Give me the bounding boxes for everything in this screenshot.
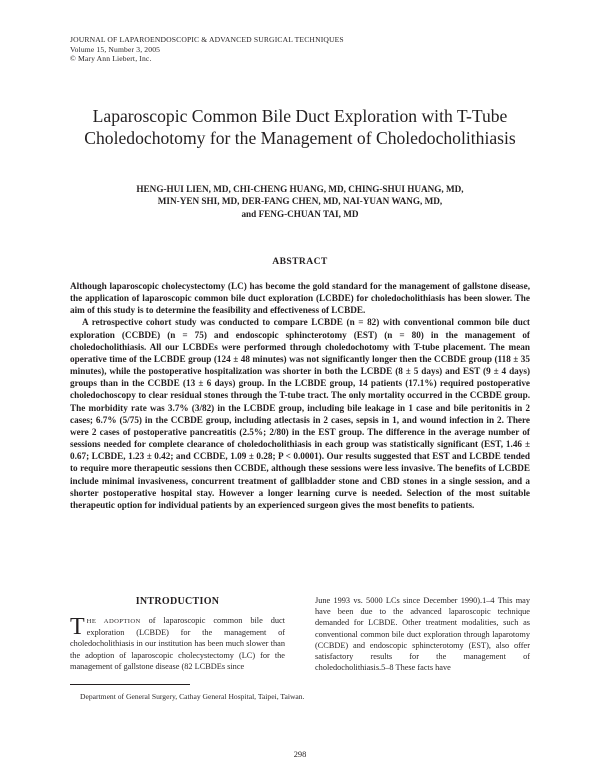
title-line-2: Choledochotomy for the Management of Choledocholithiasis [84, 128, 516, 148]
intro-right-text: June 1993 vs. 5000 LCs since December 1990).1–4 This may have been due to the advanced laparoscopic technique demanded for LCBDE. Other treatment modalities, such as conventional common bile duct exploration through laparotomy (CCBDE) and endoscopic sphincterotomy (EST), also offer satisfactory results for the management of choledocholithiasis.5–8 These facts have [315, 596, 530, 673]
abstract-body [70, 280, 530, 511]
footnote-divider [70, 684, 190, 685]
title-line-1: Laparoscopic Common Bile Duct Exploration with T-Tube [92, 106, 508, 126]
intro-smallcaps: HE ADOPTION [86, 618, 141, 625]
author-line-2: MIN-YEN SHI, MD, DER-FANG CHEN, MD, NAI-YUAN WANG, MD, [157, 196, 443, 207]
intro-paragraph-start [70, 615, 285, 672]
article-title [60, 105, 540, 149]
abstract-heading: ABSTRACT [272, 256, 328, 267]
intro-right-column [315, 595, 530, 673]
drop-cap: T [70, 614, 85, 640]
abstract-paragraph-1: Although laparoscopic cholecystectomy (LC) has become the gold standard for the management of gallstone disease, the application of laparoscopic common bile duct exploration (LCBDE) for choledocholithiasis has been slower. The aim of this study is to determine the feasibility and effectiveness of LCBDE. [70, 281, 530, 316]
introduction-heading: INTRODUCTION [135, 596, 220, 607]
affiliation-footnote: Department of General Surgery, Cathay General Hospital, Taipei, Taiwan. [80, 692, 305, 701]
author-list [60, 183, 540, 220]
journal-volume: Volume 15, Number 3, 2005 [70, 44, 161, 54]
page-number: 298 [293, 750, 307, 759]
intro-left-column [70, 615, 285, 672]
intro-left-text: of laparoscopic common bile duct exploration (LCBDE) for the management of choledocholithiasis in our institution has been much slower than the adoption of laparoscopic cholecystectomy (LC) for the management of gallstone disease (82 LCBDEs since [70, 616, 285, 671]
author-line-1: HENG-HUI LIEN, MD, CHI-CHENG HUANG, MD, CHING-SHUI HUANG, MD, [136, 184, 464, 194]
author-line-3: and FENG-CHUAN TAI, MD [241, 208, 359, 219]
journal-copyright: © Mary Ann Liebert, Inc. [70, 54, 152, 64]
journal-header [70, 35, 344, 64]
abstract-paragraph-2: A retrospective cohort study was conducted to compare LCBDE (n = 82) with conventional common bile duct exploration (CCBDE) (n = 75) and endoscopic sphincterotomy (EST) (n = 80) in the management of choledocholithiasis. All our LCBDEs were performed through choledochotomy with T-tube placement. The mean operative time of the LCBDE group (124 ± 48 minutes) was not significantly longer then the CCBDE group (118 ± 35 minutes), while the postoperative hospitalization was shorter in both the LCBDE (8 ± 5 days) and EST (9 ± 4 days) groups than in the CCBDE (13 ± 6 days) group. In the LCBDE group, 14 patients (17.1%) required postoperative choledochoscopy to clear residual stones through the T-tube tract. The only mortality occurred in the CCBDE group. The morbidity rate was 3.7% (3/82) in the LCBDE group, including bile leakage in 1 case and bile peritonitis in 2 cases; 6.7% (5/75) in the CCBDE group, including atlectasis in 2 cases, sepsis in 1, and wound infection in 2. There were 2 cases of postoperative pancreatitis (2.5%; 2/80) in the EST group. The difference in the average number of sessions needed for complete clearance of choledocholithiasis in each group was statistically significant (EST, 1.46 ± 0.67; LCBDE, 1.23 ± 0.42; and CCBDE, 1.09 ± 0.28; P < 0.0001). Our results suggested that EST and LCBDE tended to require more therapeutic sessions then CCBDE, although these sessions were less invasive. The benefits of LCBDE include minimal invasiveness, concurrent treatment of gallbladder stone and CBD stones in a single session, and a shorter postoperative hospital stay. However a longer learning curve is needed. Selection of the most suitable therapeutic option for individual patients by an experienced surgeon gives the most benefits to patients. [70, 317, 530, 510]
journal-name: JOURNAL OF LAPAROENDOSCOPIC & ADVANCED SURGICAL TECHNIQUES [70, 35, 344, 44]
